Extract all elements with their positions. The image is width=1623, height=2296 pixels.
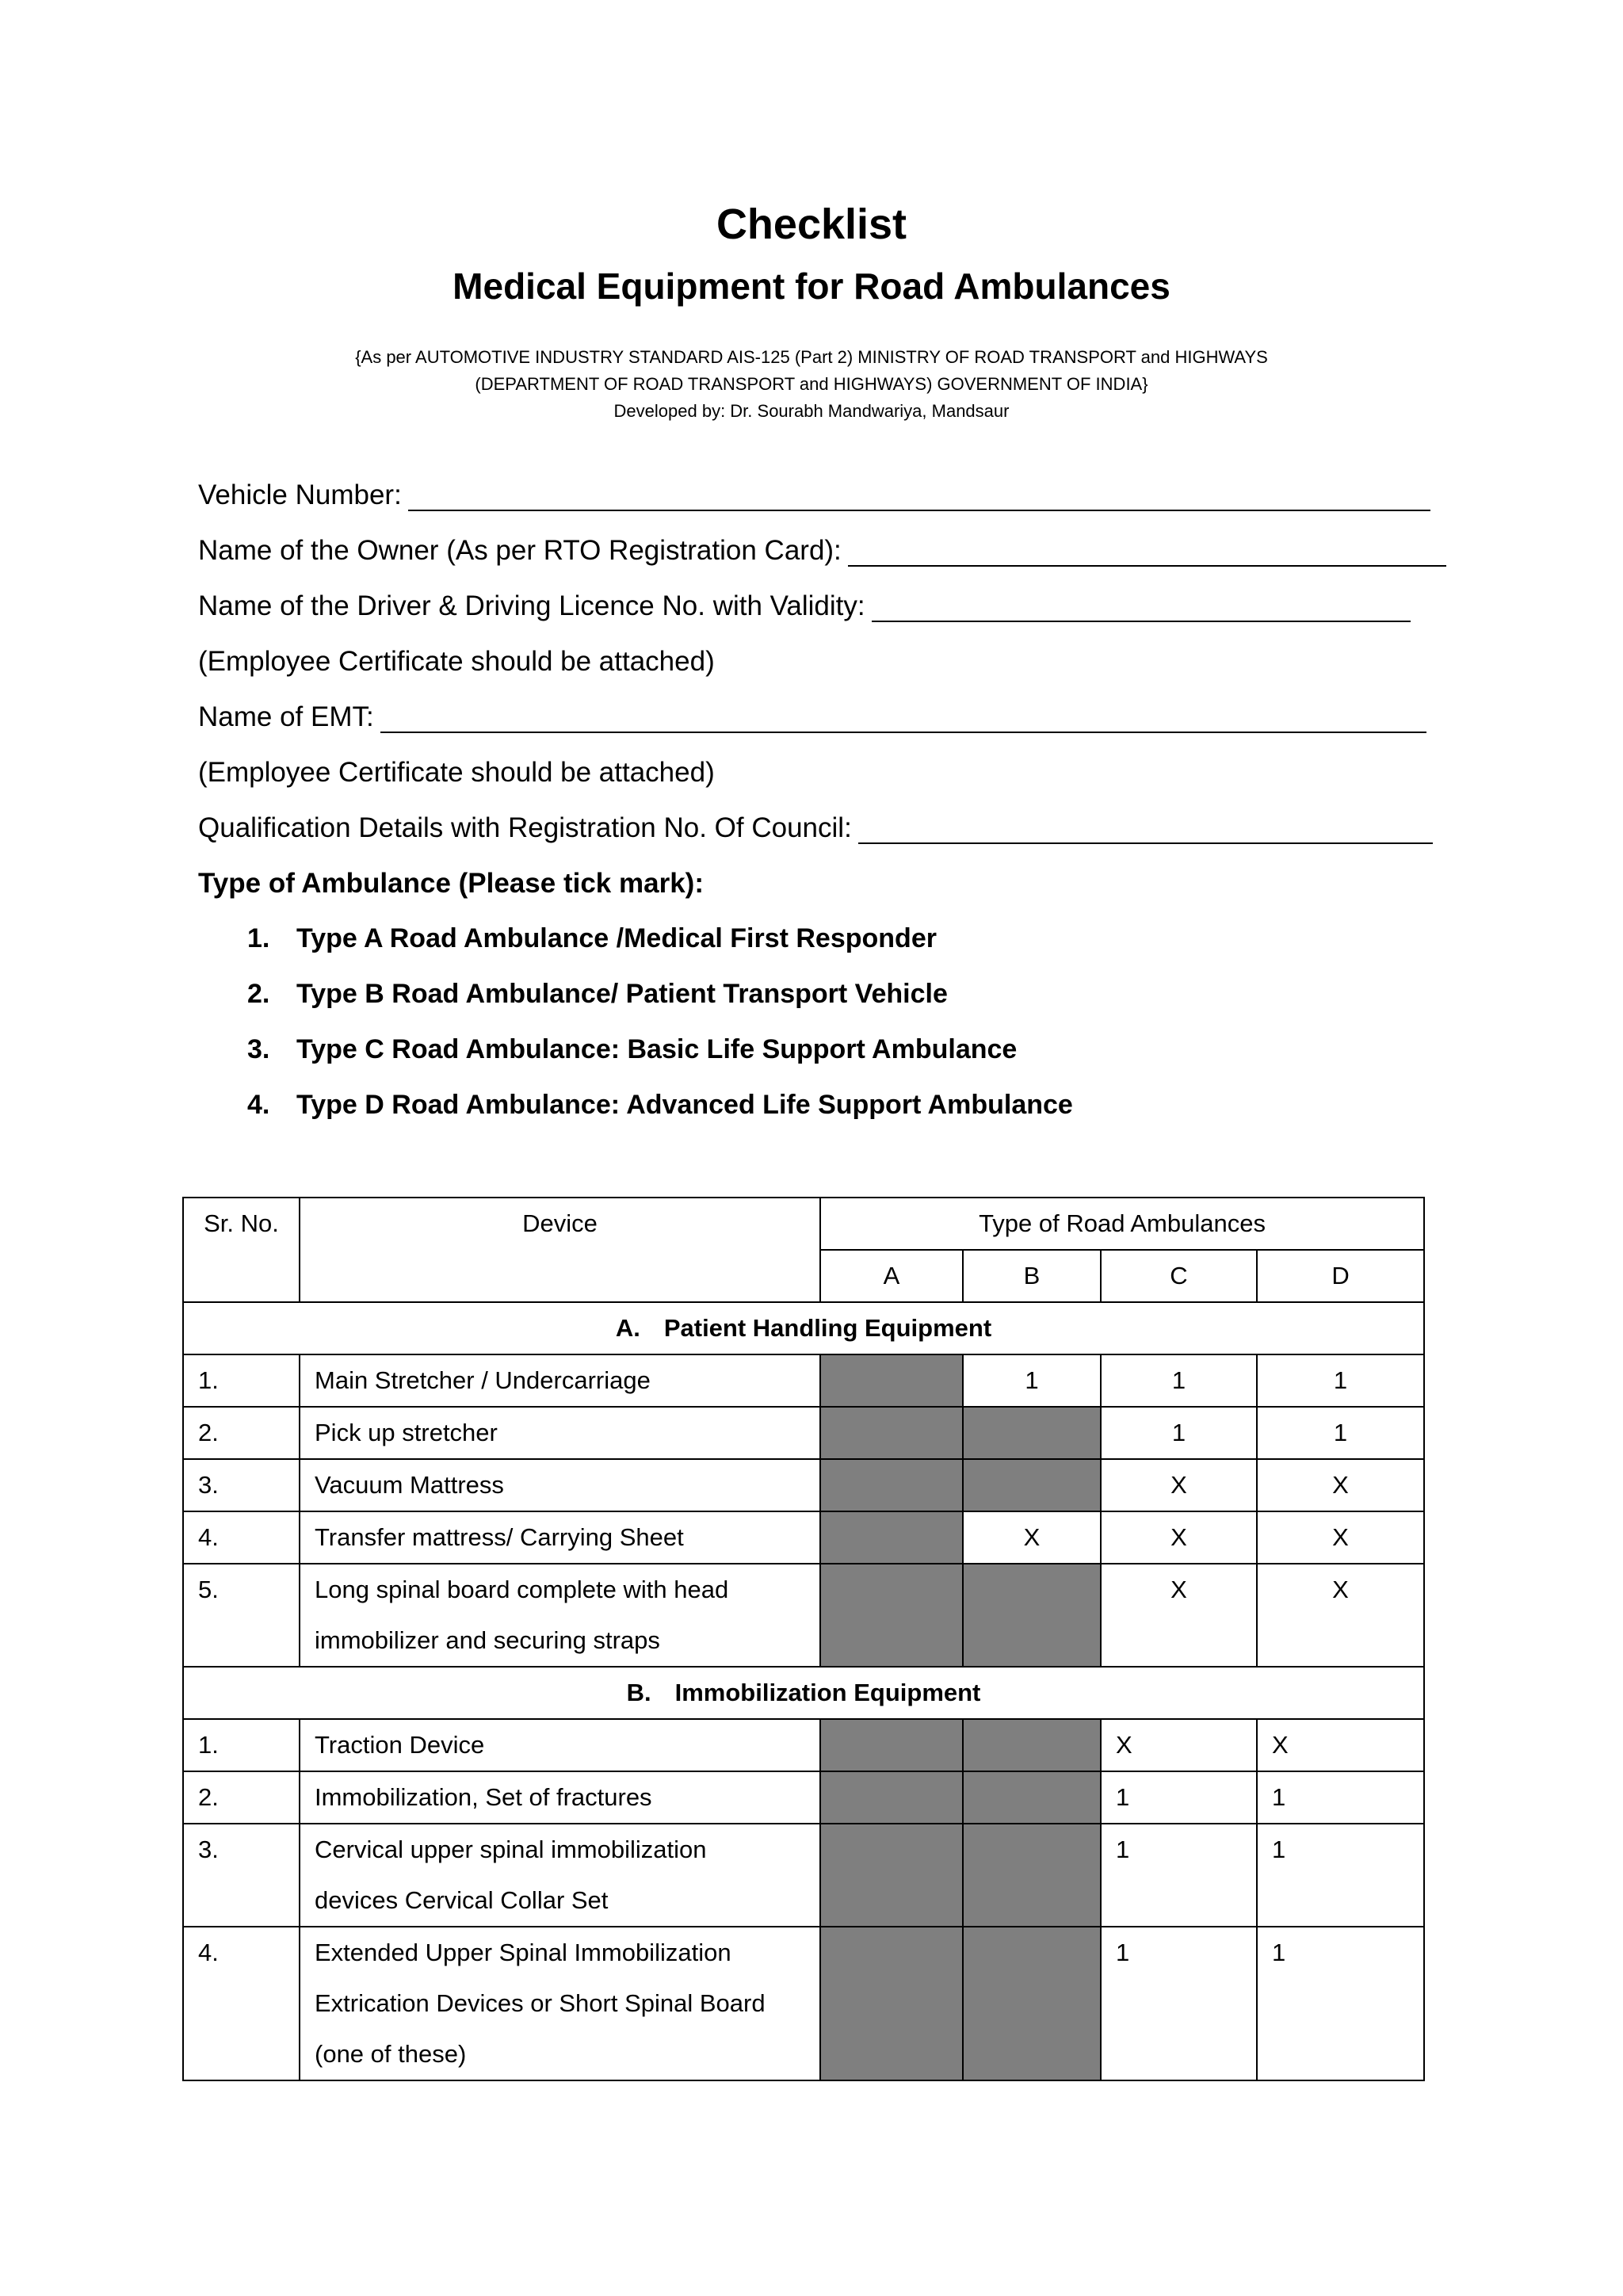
- cell-type-d[interactable]: X: [1257, 1511, 1424, 1564]
- device-name: [300, 1927, 820, 2080]
- shaded-cell: [820, 1824, 963, 1927]
- section-b-heading: [183, 1667, 1424, 1719]
- developed-by: Developed by: Dr. Sourabh Mandwariya, Mandsaur: [613, 401, 1010, 421]
- emt-name-label: Name of EMT:: [198, 701, 374, 732]
- ambulance-type-a[interactable]: [247, 923, 937, 954]
- table-row: [183, 1927, 1424, 2080]
- owner-name-field[interactable]: [198, 535, 1446, 567]
- sr-no: 1.: [183, 1719, 300, 1771]
- ambulance-type-label: Type B Road Ambulance/ Patient Transport Vehicle: [296, 979, 948, 1009]
- ambulance-type-c[interactable]: [247, 1034, 1017, 1065]
- section-letter: A.: [615, 1314, 640, 1342]
- table-row: [183, 1771, 1424, 1824]
- cell-type-d[interactable]: X: [1257, 1459, 1424, 1511]
- shaded-cell: [963, 1564, 1101, 1667]
- sr-no: 3.: [183, 1824, 300, 1927]
- section-title: Patient Handling Equipment: [663, 1314, 992, 1342]
- standard-note-line-2: (DEPARTMENT OF ROAD TRANSPORT and HIGHWAYS) GOVERNMENT OF INDIA}: [475, 374, 1148, 394]
- header-type-c: C: [1101, 1250, 1257, 1302]
- table-header-row: [183, 1198, 1424, 1250]
- device-name: [300, 1564, 820, 1667]
- device-line: devices Cervical Collar Set: [315, 1886, 609, 1914]
- cell-type-d[interactable]: X: [1257, 1564, 1424, 1667]
- cell-type-c[interactable]: X: [1101, 1564, 1257, 1667]
- section-a-heading: [183, 1302, 1424, 1354]
- equipment-table: [182, 1197, 1425, 2081]
- qualification-label: Qualification Details with Registration No. Of Council:: [198, 812, 852, 843]
- cell-type-c[interactable]: 1: [1101, 1771, 1257, 1824]
- shaded-cell: [963, 1824, 1101, 1927]
- cell-type-c[interactable]: X: [1101, 1511, 1257, 1564]
- table-row: [183, 1407, 1424, 1459]
- cell-type-b[interactable]: X: [963, 1511, 1101, 1564]
- cell-type-c[interactable]: X: [1101, 1459, 1257, 1511]
- sr-no: 4.: [183, 1511, 300, 1564]
- device-name: Immobilization, Set of fractures: [300, 1771, 820, 1824]
- list-number: 1.: [247, 923, 270, 953]
- shaded-cell: [820, 1927, 963, 2080]
- ambulance-type-heading: Type of Ambulance (Please tick mark):: [198, 868, 704, 899]
- shaded-cell: [820, 1771, 963, 1824]
- device-line: (one of these): [315, 2040, 467, 2068]
- vehicle-number-field[interactable]: [198, 479, 1430, 511]
- cell-type-c[interactable]: X: [1101, 1719, 1257, 1771]
- device-line: immobilizer and securing straps: [315, 1626, 660, 1654]
- table-row: [183, 1459, 1424, 1511]
- shaded-cell: [963, 1719, 1101, 1771]
- device-name: Transfer mattress/ Carrying Sheet: [300, 1511, 820, 1564]
- section-row: [183, 1302, 1424, 1354]
- emt-name-blank[interactable]: [380, 703, 1426, 733]
- shaded-cell: [820, 1511, 963, 1564]
- qualification-blank[interactable]: [858, 814, 1433, 844]
- shaded-cell: [963, 1771, 1101, 1824]
- cell-type-c[interactable]: 1: [1101, 1927, 1257, 2080]
- device-name: Traction Device: [300, 1719, 820, 1771]
- driver-name-label: Name of the Driver & Driving Licence No. with Validity:: [198, 590, 865, 621]
- header-type-a: A: [820, 1250, 963, 1302]
- owner-name-blank[interactable]: [848, 537, 1446, 567]
- cell-type-c[interactable]: 1: [1101, 1824, 1257, 1927]
- cell-type-d[interactable]: 1: [1257, 1354, 1424, 1407]
- device-line: Extrication Devices or Short Spinal Board: [315, 1989, 766, 2017]
- attach-note-driver: (Employee Certificate should be attached): [198, 646, 715, 677]
- list-number: 3.: [247, 1034, 270, 1064]
- qualification-field[interactable]: [198, 812, 1433, 844]
- section-row: [183, 1667, 1424, 1719]
- shaded-cell: [820, 1407, 963, 1459]
- cell-type-d[interactable]: 1: [1257, 1927, 1424, 2080]
- header-sr-no: Sr. No.: [183, 1198, 300, 1302]
- shaded-cell: [820, 1564, 963, 1667]
- list-number: 4.: [247, 1090, 270, 1120]
- list-number: 2.: [247, 979, 270, 1009]
- vehicle-number-label: Vehicle Number:: [198, 479, 402, 510]
- cell-type-d[interactable]: 1: [1257, 1407, 1424, 1459]
- table-row: [183, 1564, 1424, 1667]
- page-subtitle: Medical Equipment for Road Ambulances: [453, 266, 1170, 307]
- vehicle-number-blank[interactable]: [408, 481, 1430, 511]
- device-line: Cervical upper spinal immobilization: [315, 1836, 707, 1863]
- shaded-cell: [963, 1459, 1101, 1511]
- sr-no: 4.: [183, 1927, 300, 2080]
- sr-no: 1.: [183, 1354, 300, 1407]
- device-name: Pick up stretcher: [300, 1407, 820, 1459]
- section-letter: B.: [626, 1679, 651, 1706]
- page-title: Checklist: [716, 201, 907, 248]
- table-row: [183, 1824, 1424, 1927]
- table-row: [183, 1354, 1424, 1407]
- device-line: Extended Upper Spinal Immobilization: [315, 1939, 731, 1966]
- sr-no: 2.: [183, 1771, 300, 1824]
- emt-name-field[interactable]: [198, 701, 1426, 733]
- shaded-cell: [963, 1407, 1101, 1459]
- section-title: Immobilization Equipment: [674, 1679, 981, 1706]
- device-line: Long spinal board complete with head: [315, 1576, 729, 1603]
- driver-name-field[interactable]: [198, 590, 1411, 622]
- header-type-b: B: [963, 1250, 1101, 1302]
- attach-note-emt: (Employee Certificate should be attached): [198, 757, 715, 788]
- cell-type-c[interactable]: 1: [1101, 1407, 1257, 1459]
- table-row: [183, 1511, 1424, 1564]
- cell-type-b[interactable]: 1: [963, 1354, 1101, 1407]
- device-name: [300, 1824, 820, 1927]
- header-device: Device: [300, 1198, 820, 1302]
- ambulance-type-b[interactable]: [247, 979, 948, 1010]
- header-ambulance-types: Type of Road Ambulances: [820, 1198, 1424, 1250]
- shaded-cell: [963, 1927, 1101, 2080]
- standard-note-line-1: {As per AUTOMOTIVE INDUSTRY STANDARD AIS-125 (Part 2) MINISTRY OF ROAD TRANSPORT and HIGHWAYS: [355, 347, 1268, 367]
- ambulance-type-label: Type D Road Ambulance: Advanced Life Support Ambulance: [296, 1090, 1073, 1120]
- device-name: Main Stretcher / Undercarriage: [300, 1354, 820, 1407]
- driver-name-blank[interactable]: [872, 592, 1411, 622]
- sr-no: 5.: [183, 1564, 300, 1667]
- shaded-cell: [820, 1459, 963, 1511]
- cell-type-d[interactable]: 1: [1257, 1824, 1424, 1927]
- cell-type-c[interactable]: 1: [1101, 1354, 1257, 1407]
- ambulance-type-label: Type C Road Ambulance: Basic Life Support Ambulance: [296, 1034, 1018, 1064]
- header-type-d: D: [1257, 1250, 1424, 1302]
- shaded-cell: [820, 1354, 963, 1407]
- ambulance-type-d[interactable]: [247, 1090, 1073, 1121]
- sr-no: 3.: [183, 1459, 300, 1511]
- table-row: [183, 1719, 1424, 1771]
- sr-no: 2.: [183, 1407, 300, 1459]
- device-name: Vacuum Mattress: [300, 1459, 820, 1511]
- owner-name-label: Name of the Owner (As per RTO Registration Card):: [198, 535, 842, 566]
- ambulance-type-label: Type A Road Ambulance /Medical First Responder: [296, 923, 937, 953]
- shaded-cell: [820, 1719, 963, 1771]
- cell-type-d[interactable]: X: [1257, 1719, 1424, 1771]
- cell-type-d[interactable]: 1: [1257, 1771, 1424, 1824]
